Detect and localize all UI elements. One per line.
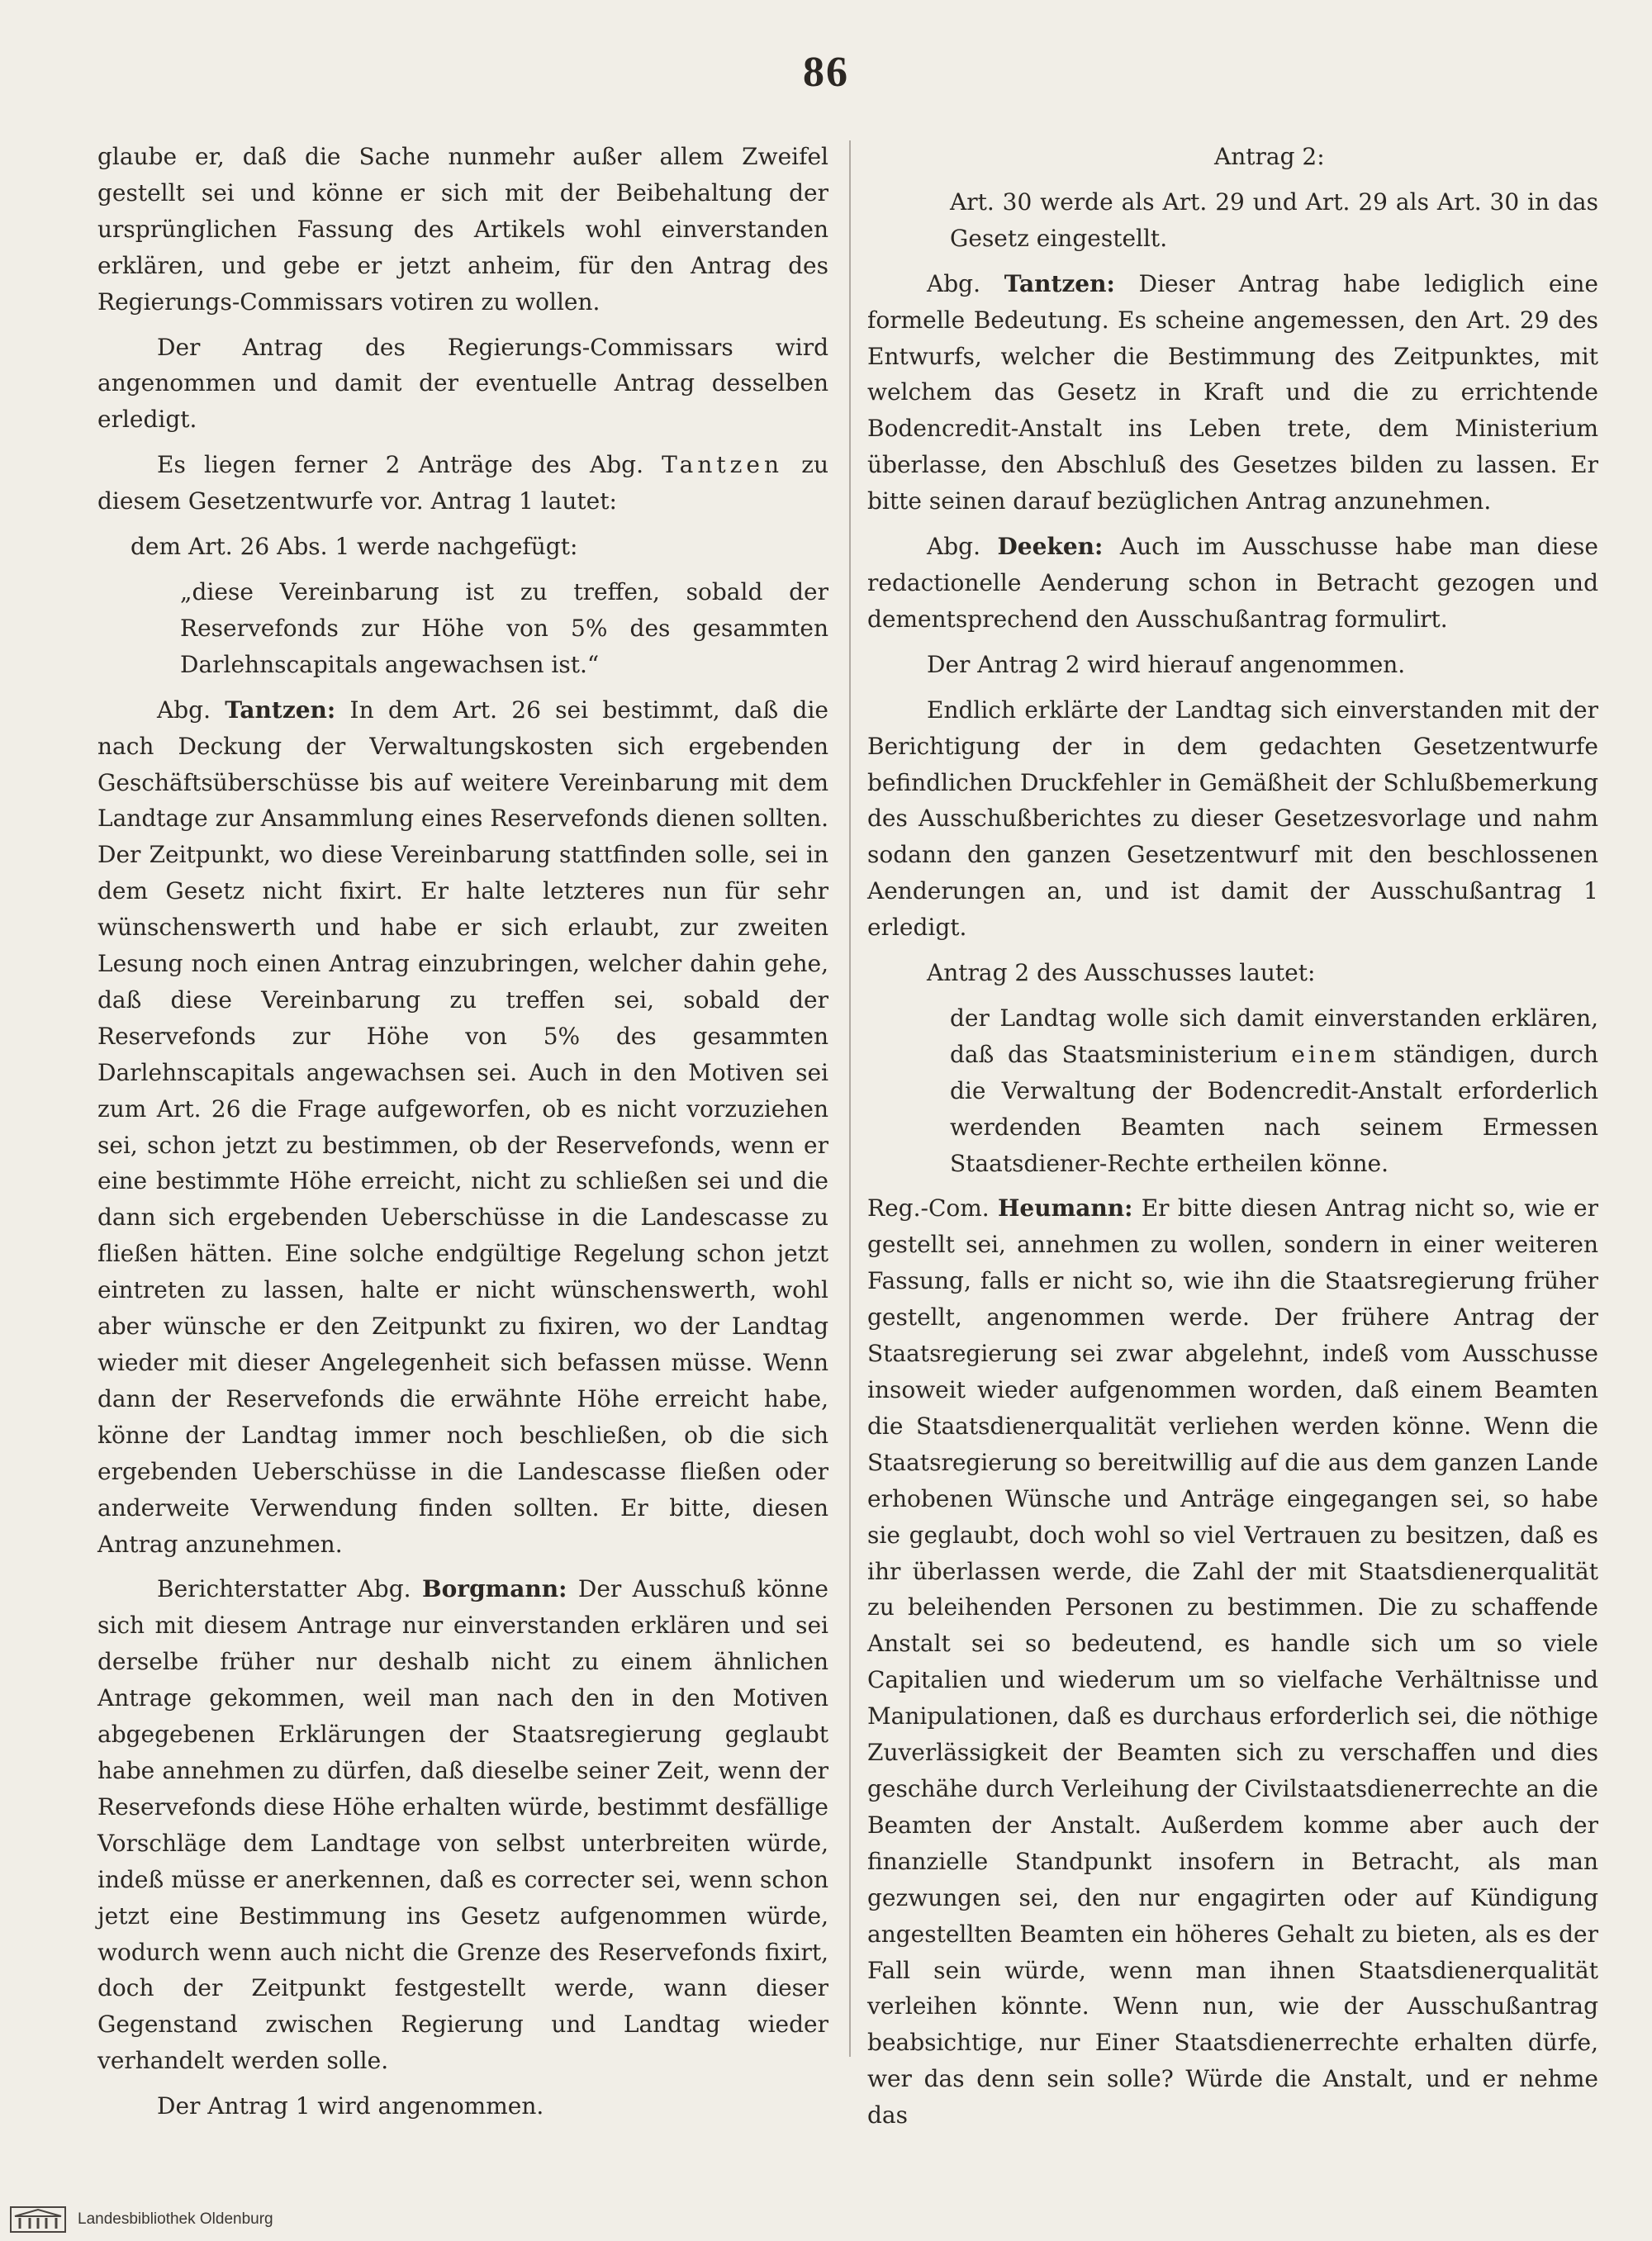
paragraph: Der Antrag des Regierungs-Commissars wird angenommen und damit der eventuelle Antrag desselben erledigt. [97,333,828,434]
speech-text: Auch im Ausschusse habe man diese redactionelle Aenderung schon in Betracht gezogen und dementsprechend den Ausschußantrag formulirt. [867,533,1598,633]
paragraph-lead: Es liegen ferner 2 Anträge des Abg. [157,451,643,479]
speaker-name: Tantzen: [1004,269,1115,297]
speech-text: Der Ausschuß könne sich mit diesem Antrage nur einverstanden erklären und sei derselbe früher nur deshalb nicht zu einem ähnlichen Antrage gekommen, weil man nach den in den Motiven abgegebenen Erklärungen der Staatsregierung geglaubt habe annehmen zu dürfen, daß dieselbe seiner Zeit, wenn der Reservefonds diese Höhe erhalten würde, bestimmt desfällige Vorschläge dem Landtage von selbst unterbreiten würde, indeß müsse er anerkennen, daß es correcter sei, wenn schon jetzt eine Bestimmung ins Gesetz aufgenommen würde, wodurch wenn auch nicht die Grenze des Reservefonds fixirt, doch der Zeitpunkt festgestellt werde, wann dieser Gegenstand zwischen Regierung und Landtag wieder verhandelt werden solle. [97,1575,828,2075]
motion-quote: „diese Vereinbarung ist zu treffen, sobald der Reservefonds zur Höhe von 5% des gesammten Darlehnscapitals angewachsen ist.“ [180,577,828,678]
motion-tail: ständigen, durch die Verwaltung der Bodencredit-Anstalt erforderlich werdenden Beamten nach seinem Ermessen Staatsdiener-Rechte ertheilen könne. [950,1040,1598,1177]
speech-text: Er bitte diesen Antrag nicht so, wie er gestellt sei, annehmen zu wollen, sondern in einer weiteren Fassung, falls er nicht so, wie ihn die Staatsregierung früher gestellt, angenommen werde. Der frühere Antrag der Staatsregierung sei zwar abgelehnt, indeß vom Ausschusse insoweit wieder aufgenommen worden, daß einem Beamten die Staatsdienerqualität verliehen werden könne. Wenn die Staatsregierung so bereitwillig auf die aus dem ganzen Lande erhobenen Wünsche und Anträge eingegangen sei, so habe sie geglaubt, doch wohl so viel Vertrauen zu besitzen, daß es ihr überlassen werde, die Zahl der mit Staatsdienerqualität zu beleihenden Personen zu bestimmen. Die zu schaffende Anstalt sei so bedeutend, es handle sich um so viele Capitalien und wiederum um so vielfache Verhältnisse und Manipulationen, daß es durchaus erforderlich sei, die nöthige Zuverlässigkeit der Beamten sich zu verschaffen und dies geschähe durch Verleihung der Civilstaatsdienerrechte an die Beamten der Anstalt. Außerdem komme aber auch der finanzielle Standpunkt insofern in Betracht, als man gezwungen sei, den nur engagirten oder auf Kündigung angestellten Beamten ein höheres Gehalt zu bieten, als es der Fall sein würde, wenn man ihnen Staatsdienerqualität verleihen könnte. Wenn nun, wie der Ausschußantrag beabsichtige, nur Einer Staatsdienerrechte erhalten dürfe, wer das denn sein solle? Würde die Anstalt, und er nehme das [867,1194,1598,2129]
paragraph: Der Antrag 2 wird hierauf angenommen. [927,650,1406,678]
speaker-prefix: Berichterstatter Abg. [157,1575,411,1603]
speaker-name: Tantzen: [225,696,336,724]
speech-paragraph [97,692,828,1563]
speaker-prefix: Abg. [927,269,980,297]
column-divider [849,140,851,2057]
speech-paragraph [867,266,1598,520]
paragraph [97,447,828,520]
speaker-name: Heumann: [997,1194,1133,1223]
speaker-prefix: Reg.-Com. [867,1194,990,1223]
speech-paragraph [867,529,1598,638]
motion-lead: der Landtag wolle sich damit einverstanden erklären, daß das Staatsministerium [950,1004,1598,1068]
page-number: 86 [803,49,849,96]
library-building-icon [10,2206,66,2233]
motion-heading: Antrag 2: [1214,143,1325,170]
motion-text [867,1000,1598,1182]
spaced-name: Tantzen [662,451,784,479]
speech-text: In dem Art. 26 sei bestimmt, daß die nach Deckung der Verwaltungskosten sich ergebenden Geschäftsüberschüsse bis auf weitere Vereinbarung mit dem Landtage zur Ansammlung eines Reservefonds dienen sollten. Der Zeitpunkt, wo diese Vereinbarung stattfinden solle, sei in dem Gesetz nicht fixirt. Er halte letzteres nun für sehr wünschenswerth und habe er sich erlaubt, zur zweiten Lesung noch einen Antrag einzubringen, welcher dahin gehe, daß diese Vereinbarung zu treffen sei, sobald der Reservefonds zur Höhe von 5% des gesammten Darlehnscapitals angewachsen sei. Auch in den Motiven sei zum Art. 26 die Frage aufgeworfen, ob es nicht vorzuziehen sei, schon jetzt zu bestimmen, ob der Reservefonds, wenn er eine bestimmte Höhe erreicht, nicht zu schließen sei und die dann sich ergebenden Ueberschüsse in die Landescasse zu fließen hätten. Eine solche endgültige Regelung schon jetzt eintreten zu lassen, halte er nicht wünschenswerth, wohl aber wünsche er den Zeitpunkt zu fixiren, wo der Landtag wieder mit dieser Angelegenheit sich befassen müsse. Wenn dann der Reservefonds die erwähnte Höhe erreicht habe, könne der Landtag immer noch beschließen, ob die sich ergebenden Ueberschüsse in die Landescasse fließen oder anderweite Verwendung finden sollten. Er bitte, diesen Antrag anzunehmen. [97,696,829,1558]
speech-paragraph [97,1571,828,2079]
paragraph: Der Antrag 1 wird angenommen. [157,2092,544,2120]
motion-intro: dem Art. 26 Abs. 1 werde nachgefügt: [131,533,578,561]
speech-text: Dieser Antrag habe lediglich eine formelle Bedeutung. Es scheine angemessen, den Art. 29 des Entwurfs, welcher die Bestimmung des Zeitpunktes, mit welchem das Gesetz in Kraft und die zu errichtende Bodencredit-Anstalt ins Leben trete, dem Ministerium überlasse, den Abschluß des Gesetzes bilden zu lassen. Er bitte seinen darauf bezüglichen Antrag anzunehmen. [867,269,1599,515]
paragraph: Antrag 2 des Ausschusses lautet: [927,959,1316,987]
paragraph: glaube er, daß die Sache nunmehr außer allem Zweifel gestellt sei und könne er sich mit der Beibehaltung der ursprünglichen Fassung des Artikels wohl einverstanden erklären, und gebe er jetzt anheim, für den Antrag des Regierungs-Commissars votiren zu wollen. [97,143,828,316]
paragraph-tail: zu diesem Gesetzentwurfe vor. Antrag 1 lautet: [97,451,828,515]
left-column [97,139,828,2134]
speaker-prefix: Abg. [927,533,980,561]
library-name: Landesbibliothek Oldenburg [78,2210,273,2228]
speaker-prefix: Abg. [157,696,211,724]
motion-text: Art. 30 werde als Art. 29 und Art. 29 als Art. 30 in das Gesetz eingestellt. [950,188,1598,252]
speech-paragraph [867,1190,1598,2134]
speaker-name: Borgmann: [421,1575,567,1603]
right-column [867,139,1598,2143]
spaced-word: einem [1291,1040,1379,1068]
paragraph: Endlich erklärte der Landtag sich einverstanden mit der Berichtigung der in dem gedachten Gesetzentwurfe befindlichen Druckfehler in Gemäßheit der Schlußbemerkung des Ausschußberichtes zu dieser Gesetzesvorlage und nahm sodann den ganzen Gesetzentwurf mit den beschlossenen Aenderungen an, und ist damit der Ausschußantrag 1 erledigt. [867,696,1598,942]
speaker-name: Deeken: [997,533,1104,561]
library-footer [10,2203,273,2236]
